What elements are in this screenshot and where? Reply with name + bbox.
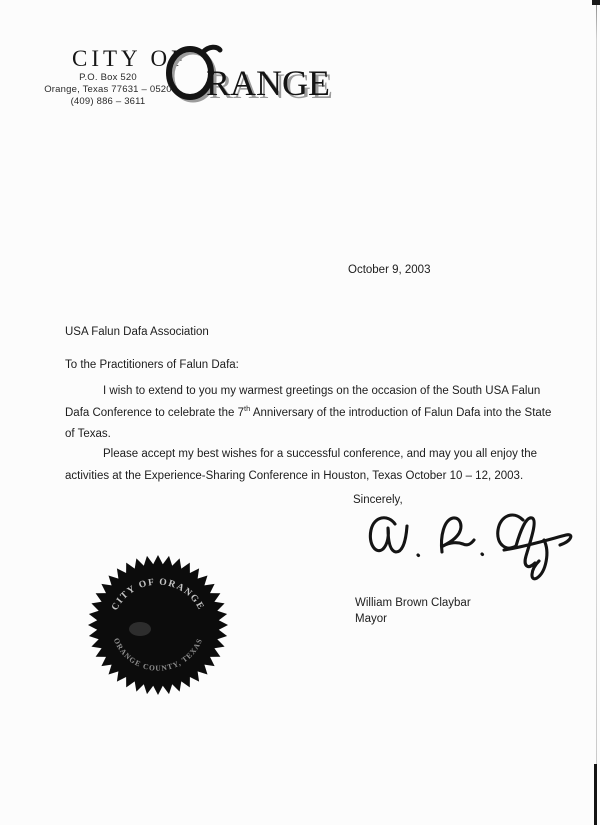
letter-date: October 9, 2003 — [348, 264, 431, 276]
letterhead-address-line: P.O. Box 520 — [79, 72, 137, 83]
seal-smudge — [129, 622, 151, 636]
signer-name: William Brown Claybar — [355, 597, 471, 609]
letter-salutation: To the Practitioners of Falun Dafa: — [65, 359, 239, 371]
scan-artifact-right-line — [596, 0, 598, 770]
paragraph-text: Anniversary of the introduction of Falun Dafa into the State — [250, 406, 552, 419]
letterhead-wordmark-range: RANGE — [206, 63, 330, 103]
ordinal-superscript: th — [244, 403, 251, 413]
letter-closing: Sincerely, — [353, 494, 403, 506]
signer-title: Mayor — [355, 612, 387, 625]
seal-starburst — [88, 555, 228, 695]
letterhead-address-line: (409) 886 – 3611 — [70, 96, 146, 107]
letter-paragraph-1 — [65, 381, 565, 446]
signature-handwriting — [358, 508, 573, 588]
paragraph-line — [65, 403, 565, 425]
city-seal — [88, 555, 228, 695]
letter-addressee: USA Falun Dafa Association — [65, 326, 209, 338]
scan-artifact-corner-mark — [592, 0, 600, 5]
paragraph-line: activities at the Experience-Sharing Conference in Houston, Texas October 10 – 12, 2003. — [65, 469, 524, 482]
signature-block — [355, 596, 471, 627]
letterhead-address — [28, 72, 188, 108]
paragraph-text: Dafa Conference to celebrate the 7 — [65, 406, 245, 419]
seal-top-text: CITY OF ORANGE — [110, 577, 206, 613]
letterhead-city-of: CITY OF — [72, 45, 188, 72]
seal-bottom-text: ORANGE COUNTY, TEXAS — [111, 636, 205, 673]
letterhead-address-line: Orange, Texas 77631 – 0520 — [44, 84, 172, 95]
letter-paragraph-2 — [65, 444, 565, 487]
paragraph-line: I wish to extend to you my warmest greetings on the occasion of the South USA Falun — [103, 385, 541, 397]
scan-artifact-bottom-right-bar — [594, 764, 598, 825]
paragraph-line: Please accept my best wishes for a successful conference, and may you all enjoy the — [103, 448, 538, 460]
paragraph-line: of Texas. — [65, 428, 111, 440]
